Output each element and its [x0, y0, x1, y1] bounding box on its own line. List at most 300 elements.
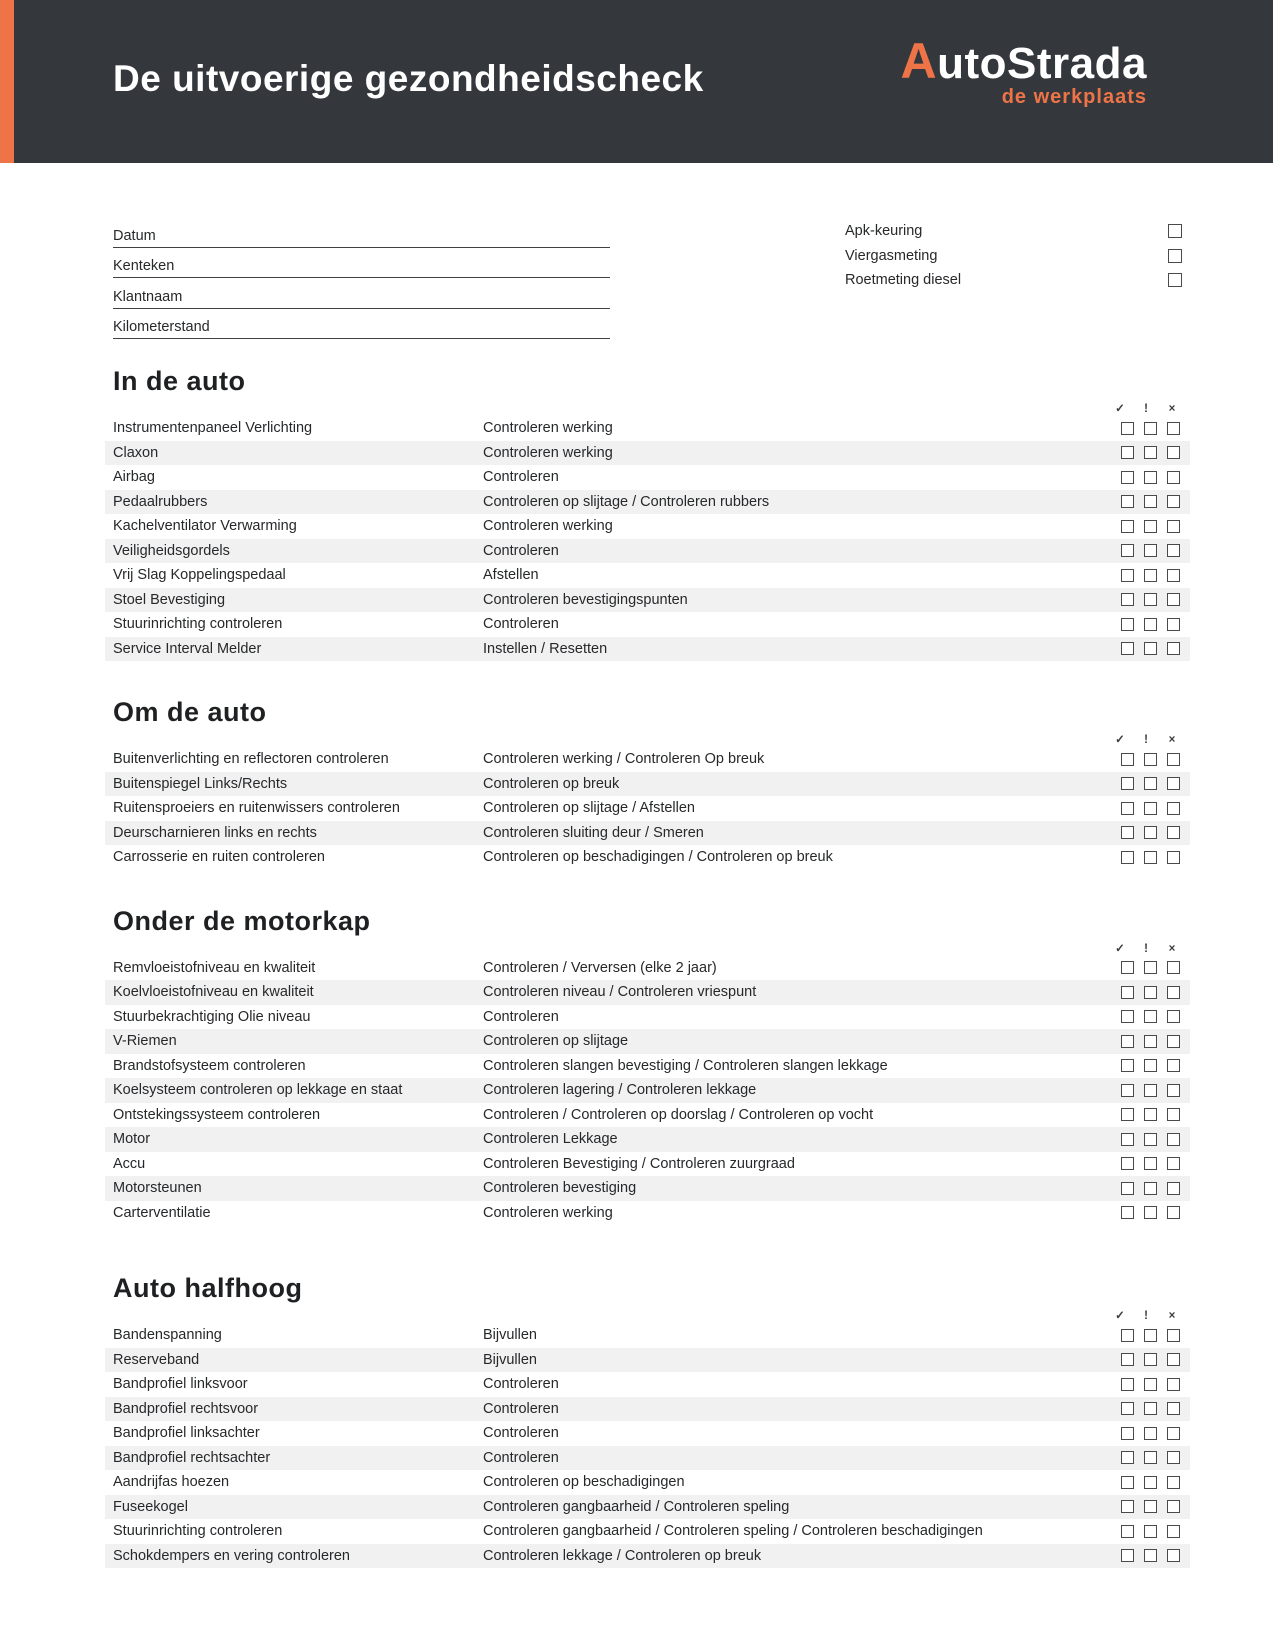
result-checkboxes [1121, 446, 1180, 459]
checkbox-attention[interactable] [1144, 471, 1157, 484]
checkbox-ok[interactable] [1121, 1329, 1134, 1342]
action-label: Controleren [483, 1449, 559, 1466]
brand-logo [900, 33, 1147, 108]
checkbox-attention[interactable] [1144, 1549, 1157, 1562]
item-label: Remvloeistofniveau en kwaliteit [113, 959, 316, 976]
action-label: Controleren op slijtage / Controleren rubbers [483, 493, 770, 510]
service-check-row [845, 268, 1182, 293]
checkbox-ok[interactable] [1121, 802, 1134, 815]
checkbox-fail[interactable] [1167, 753, 1180, 766]
check-icon: ✓ [1115, 942, 1125, 955]
action-label: Controleren werking [483, 420, 613, 437]
checkbox-ok[interactable] [1121, 422, 1134, 435]
checkbox-ok[interactable] [1121, 1476, 1134, 1489]
form-area [0, 217, 1280, 342]
checkbox-fail[interactable] [1167, 851, 1180, 864]
checkbox-ok[interactable] [1121, 1084, 1134, 1097]
table-row [105, 563, 1190, 588]
item-label: Pedaalrubbers [113, 493, 208, 510]
checkbox-ok[interactable] [1121, 1402, 1134, 1415]
action-label: Controleren Bevestiging / Controleren zuurgraad [483, 1155, 795, 1172]
item-label: Buitenverlichting en reflectoren controleren [113, 751, 389, 768]
section-title: In de auto [113, 366, 246, 396]
item-label: Schokdempers en vering controleren [113, 1547, 350, 1564]
result-checkboxes [1121, 1084, 1180, 1097]
checkbox-fail[interactable] [1167, 495, 1180, 508]
service-check-label: Viergasmeting [845, 247, 938, 264]
result-checkboxes [1121, 1108, 1180, 1121]
checkbox-fail[interactable] [1167, 1353, 1180, 1366]
section-in-de-auto [105, 366, 1190, 661]
section-onder-de-motorkap [105, 906, 1190, 1226]
checkbox-attention[interactable] [1144, 1500, 1157, 1513]
checkbox-fail[interactable] [1167, 826, 1180, 839]
result-checkboxes [1121, 1402, 1180, 1415]
checkbox-fail[interactable] [1167, 1010, 1180, 1023]
item-label: Accu [113, 1155, 146, 1172]
checkbox-ok[interactable] [1121, 1157, 1134, 1170]
checkbox-attention[interactable] [1144, 544, 1157, 557]
result-checkboxes [1121, 753, 1180, 766]
action-label: Controleren op beschadigingen / Controleren op breuk [483, 849, 833, 866]
form-field-klantnaam[interactable] [113, 278, 610, 309]
checkbox-attention[interactable] [1144, 569, 1157, 582]
table-row [105, 1078, 1190, 1103]
table-row [105, 539, 1190, 564]
item-label: Airbag [113, 469, 155, 486]
checkbox-attention[interactable] [1144, 851, 1157, 864]
result-checkboxes [1121, 1476, 1180, 1489]
checkbox-attention[interactable] [1144, 1133, 1157, 1146]
checkbox-fail[interactable] [1167, 569, 1180, 582]
cross-icon: × [1168, 942, 1176, 955]
table-row [105, 980, 1190, 1005]
checkbox-fail[interactable] [1167, 1206, 1180, 1219]
result-checkboxes [1121, 1549, 1180, 1562]
item-label: Buitenspiegel Links/Rechts [113, 775, 288, 792]
checkbox-fail[interactable] [1167, 1084, 1180, 1097]
checkbox-fail[interactable] [1167, 1402, 1180, 1415]
action-label: Controleren bevestigingspunten [483, 591, 688, 608]
result-checkboxes [1121, 1182, 1180, 1195]
action-label: Controleren [483, 542, 559, 559]
result-checkboxes [1121, 1427, 1180, 1440]
brand-subtitle: de werkplaats [1001, 86, 1147, 108]
checkbox-attention[interactable] [1144, 1427, 1157, 1440]
result-checkboxes [1121, 593, 1180, 606]
service-check-row [845, 219, 1182, 244]
checkbox-ok[interactable] [1121, 1182, 1134, 1195]
brand-word-rest: utoStrada [937, 39, 1147, 88]
field-label: Kilometerstand [113, 319, 210, 335]
item-label: Kachelventilator Verwarming [113, 518, 297, 535]
table-row [105, 1397, 1190, 1422]
brand-accent-letter: A [900, 33, 938, 89]
action-label: Controleren [483, 616, 559, 633]
result-checkboxes [1121, 1353, 1180, 1366]
checkbox-fail[interactable] [1167, 446, 1180, 459]
section-table [105, 1323, 1190, 1568]
checkbox-ok[interactable] [1121, 1035, 1134, 1048]
item-label: Stuurinrichting controleren [113, 616, 283, 633]
table-row [105, 1372, 1190, 1397]
checkbox-ok[interactable] [1121, 961, 1134, 974]
table-row [105, 747, 1190, 772]
result-checkboxes [1121, 471, 1180, 484]
checkbox-ok[interactable] [1121, 618, 1134, 631]
checkbox-fail[interactable] [1167, 961, 1180, 974]
table-row [105, 1348, 1190, 1373]
table-row [105, 956, 1190, 981]
service-checkbox[interactable] [1168, 224, 1182, 238]
item-label: Stuurinrichting controleren [113, 1523, 283, 1540]
action-label: Controleren bevestiging [483, 1180, 637, 1197]
table-row [105, 1495, 1190, 1520]
item-label: Ontstekingssysteem controleren [113, 1106, 321, 1123]
item-label: Motor [113, 1131, 151, 1148]
checkbox-fail[interactable] [1167, 422, 1180, 435]
checkbox-attention[interactable] [1144, 520, 1157, 533]
check-icon: ✓ [1115, 1310, 1125, 1322]
checkbox-ok[interactable] [1121, 1525, 1134, 1538]
result-checkboxes [1121, 1451, 1180, 1464]
checkbox-ok[interactable] [1121, 753, 1134, 766]
table-row [105, 465, 1190, 490]
checkbox-ok[interactable] [1121, 642, 1134, 655]
item-label: Carrosserie en ruiten controleren [113, 849, 325, 866]
item-label: Claxon [113, 444, 159, 461]
check-icon: ✓ [1115, 403, 1125, 415]
result-checkboxes [1121, 802, 1180, 815]
action-label: Controleren [483, 1376, 559, 1393]
table-row [105, 821, 1190, 846]
result-column-icons [105, 733, 1190, 747]
checkbox-ok[interactable] [1121, 826, 1134, 839]
item-label: Brandstofsysteem controleren [113, 1057, 306, 1074]
action-label: Instellen / Resetten [483, 640, 608, 657]
action-label: Controleren [483, 1425, 559, 1442]
table-row [105, 1323, 1190, 1348]
table-row [105, 1176, 1190, 1201]
checkbox-fail[interactable] [1167, 642, 1180, 655]
checkbox-ok[interactable] [1121, 1133, 1134, 1146]
checkbox-fail[interactable] [1167, 1427, 1180, 1440]
result-checkboxes [1121, 569, 1180, 582]
checkbox-ok[interactable] [1121, 1500, 1134, 1513]
checkbox-attention[interactable] [1144, 1329, 1157, 1342]
action-label: Afstellen [483, 567, 539, 584]
checkbox-fail[interactable] [1167, 1108, 1180, 1121]
checkbox-fail[interactable] [1167, 802, 1180, 815]
action-label: Controleren gangbaarheid / Controleren speling / Controleren beschadigingen [483, 1523, 983, 1540]
service-check-row [845, 244, 1182, 269]
table-row [105, 1103, 1190, 1128]
result-checkboxes [1121, 1500, 1180, 1513]
brand-wordmark [900, 33, 1147, 89]
action-label: Controleren op slijtage / Afstellen [483, 800, 695, 817]
table-row [105, 588, 1190, 613]
checkbox-fail[interactable] [1167, 1500, 1180, 1513]
result-checkboxes [1121, 642, 1180, 655]
table-row [105, 1470, 1190, 1495]
table-row [105, 1544, 1190, 1569]
result-checkboxes [1121, 618, 1180, 631]
table-row [105, 1201, 1190, 1226]
checkbox-attention[interactable] [1144, 1084, 1157, 1097]
checkbox-ok[interactable] [1121, 1108, 1134, 1121]
result-checkboxes [1121, 1059, 1180, 1072]
action-label: Controleren werking [483, 518, 613, 535]
result-column-icons [105, 402, 1190, 416]
action-label: Controleren werking [483, 444, 613, 461]
table-row [105, 1519, 1190, 1544]
checkbox-ok[interactable] [1121, 1549, 1134, 1562]
checkbox-attention[interactable] [1144, 1353, 1157, 1366]
accent-stripe [0, 0, 14, 163]
exclamation-icon: ! [1144, 1310, 1148, 1322]
action-label: Bijvullen [483, 1351, 537, 1368]
item-label: V-Riemen [113, 1033, 177, 1050]
item-label: Stuurbekrachtiging Olie niveau [113, 1008, 311, 1025]
checkbox-fail[interactable] [1167, 986, 1180, 999]
action-label: Controleren [483, 1008, 559, 1025]
action-label: Controleren niveau / Controleren vriespunt [483, 984, 757, 1001]
checkbox-fail[interactable] [1167, 1525, 1180, 1538]
table-row [105, 772, 1190, 797]
checkbox-fail[interactable] [1167, 544, 1180, 557]
checkbox-attention[interactable] [1144, 777, 1157, 790]
form-fields [113, 217, 610, 339]
checkbox-attention[interactable] [1144, 1476, 1157, 1489]
result-checkboxes [1121, 777, 1180, 790]
checkbox-ok[interactable] [1121, 851, 1134, 864]
item-label: Veiligheidsgordels [113, 542, 230, 559]
checkbox-ok[interactable] [1121, 593, 1134, 606]
header-bar [0, 0, 1273, 163]
item-label: Bandprofiel rechtsvoor [113, 1400, 259, 1417]
checkbox-attention[interactable] [1144, 618, 1157, 631]
checkbox-fail[interactable] [1167, 1059, 1180, 1072]
checkbox-attention[interactable] [1144, 986, 1157, 999]
item-label: Aandrijfas hoezen [113, 1474, 230, 1491]
result-checkboxes [1121, 1206, 1180, 1219]
checkbox-attention[interactable] [1144, 1451, 1157, 1464]
checkbox-fail[interactable] [1167, 1182, 1180, 1195]
table-row [105, 1029, 1190, 1054]
checkbox-ok[interactable] [1121, 520, 1134, 533]
checkbox-fail[interactable] [1167, 593, 1180, 606]
checkbox-ok[interactable] [1121, 569, 1134, 582]
item-label: Koelvloeistofniveau en kwaliteit [113, 984, 314, 1001]
result-checkboxes [1121, 495, 1180, 508]
checkbox-attention[interactable] [1144, 1206, 1157, 1219]
checkbox-fail[interactable] [1167, 1378, 1180, 1391]
checkbox-fail[interactable] [1167, 1035, 1180, 1048]
action-label: Controleren lagering / Controleren lekkage [483, 1082, 757, 1099]
checkbox-fail[interactable] [1167, 1476, 1180, 1489]
section-title: Auto halfhoog [113, 1273, 303, 1303]
checkbox-ok[interactable] [1121, 1451, 1134, 1464]
checkbox-attention[interactable] [1144, 1157, 1157, 1170]
item-label: Stoel Bevestiging [113, 591, 226, 608]
service-check-label: Roetmeting diesel [845, 272, 962, 289]
checkbox-fail[interactable] [1167, 520, 1180, 533]
checkbox-attention[interactable] [1144, 1035, 1157, 1048]
table-row [105, 1054, 1190, 1079]
item-label: Fuseekogel [113, 1498, 188, 1515]
item-label: Deurscharnieren links en rechts [113, 824, 317, 841]
section-title: Onder de motorkap [113, 905, 371, 936]
cross-icon: × [1168, 403, 1176, 415]
checkbox-attention[interactable] [1144, 961, 1157, 974]
form-field-datum[interactable] [113, 217, 610, 248]
table-row [105, 514, 1190, 539]
checkbox-attention[interactable] [1144, 642, 1157, 655]
table-row [105, 1127, 1190, 1152]
form-field-kilometerstand[interactable] [113, 309, 610, 340]
action-label: Controleren gangbaarheid / Controleren speling [483, 1498, 790, 1515]
checkbox-attention[interactable] [1144, 826, 1157, 839]
item-label: Ruitensproeiers en ruitenwissers controleren [113, 800, 400, 817]
checkbox-attention[interactable] [1144, 593, 1157, 606]
action-label: Controleren lekkage / Controleren op breuk [483, 1547, 762, 1564]
result-checkboxes [1121, 520, 1180, 533]
item-label: Motorsteunen [113, 1180, 202, 1197]
checkbox-attention[interactable] [1144, 1108, 1157, 1121]
checkbox-fail[interactable] [1167, 618, 1180, 631]
action-label: Controleren / Controleren op doorslag / Controleren op vocht [483, 1106, 874, 1123]
action-label: Controleren werking / Controleren Op breuk [483, 751, 765, 768]
checkbox-attention[interactable] [1144, 1402, 1157, 1415]
checkbox-attention[interactable] [1144, 1010, 1157, 1023]
table-row [105, 637, 1190, 662]
field-label: Kenteken [113, 258, 175, 274]
action-label: Controleren slangen bevestiging / Controleren slangen lekkage [483, 1057, 888, 1074]
section-table [105, 416, 1190, 661]
checkbox-fail[interactable] [1167, 471, 1180, 484]
action-label: Controleren Lekkage [483, 1131, 618, 1148]
checkbox-attention[interactable] [1144, 495, 1157, 508]
result-checkboxes [1121, 1329, 1180, 1342]
checkbox-attention[interactable] [1144, 802, 1157, 815]
result-checkboxes [1121, 826, 1180, 839]
result-checkboxes [1121, 1133, 1180, 1146]
checkbox-ok[interactable] [1121, 1353, 1134, 1366]
service-checkbox[interactable] [1168, 249, 1182, 263]
checkbox-attention[interactable] [1144, 753, 1157, 766]
check-icon: ✓ [1115, 734, 1125, 746]
checkbox-fail[interactable] [1167, 1329, 1180, 1342]
section-table [105, 747, 1190, 870]
item-label: Reserveband [113, 1351, 200, 1368]
checkbox-ok[interactable] [1121, 1010, 1134, 1023]
checkbox-attention[interactable] [1144, 1378, 1157, 1391]
item-label: Service Interval Melder [113, 640, 262, 657]
result-checkboxes [1121, 422, 1180, 435]
result-column-icons [105, 1309, 1190, 1323]
section-title: Om de auto [113, 697, 267, 727]
result-checkboxes [1121, 1378, 1180, 1391]
checkbox-attention[interactable] [1144, 1525, 1157, 1538]
checkbox-fail[interactable] [1167, 1451, 1180, 1464]
action-label: Controleren / Verversen (elke 2 jaar) [483, 959, 717, 976]
checkbox-ok[interactable] [1121, 777, 1134, 790]
action-label: Controleren werking [483, 1204, 613, 1221]
checkbox-fail[interactable] [1167, 777, 1180, 790]
table-row [105, 441, 1190, 466]
table-row [105, 1152, 1190, 1177]
checkbox-ok[interactable] [1121, 495, 1134, 508]
result-checkboxes [1121, 986, 1180, 999]
action-label: Controleren op breuk [483, 775, 620, 792]
table-row [105, 845, 1190, 870]
checkbox-fail[interactable] [1167, 1157, 1180, 1170]
checkbox-fail[interactable] [1167, 1549, 1180, 1562]
result-checkboxes [1121, 851, 1180, 864]
item-label: Bandenspanning [113, 1327, 222, 1344]
service-check-label: Apk-keuring [845, 223, 923, 240]
cross-icon: × [1168, 1310, 1176, 1322]
page-title: De uitvoerige gezondheidscheck [113, 58, 704, 99]
table-row [105, 490, 1190, 515]
exclamation-icon: ! [1144, 403, 1148, 415]
checkbox-ok[interactable] [1121, 1427, 1134, 1440]
checkbox-ok[interactable] [1121, 471, 1134, 484]
section-om-de-auto [105, 697, 1190, 870]
checkbox-fail[interactable] [1167, 1133, 1180, 1146]
checkbox-attention[interactable] [1144, 1059, 1157, 1072]
table-row [105, 612, 1190, 637]
table-row [105, 1005, 1190, 1030]
action-label: Controleren [483, 1400, 559, 1417]
action-label: Bijvullen [483, 1327, 537, 1344]
item-label: Vrij Slag Koppelingspedaal [113, 567, 286, 584]
exclamation-icon: ! [1144, 942, 1148, 955]
checkbox-ok[interactable] [1121, 446, 1134, 459]
item-label: Koelsysteem controleren op lekkage en staat [113, 1082, 403, 1099]
service-checks [845, 219, 1182, 293]
checkbox-ok[interactable] [1121, 1206, 1134, 1219]
result-checkboxes [1121, 961, 1180, 974]
checkbox-ok[interactable] [1121, 986, 1134, 999]
result-checkboxes [1121, 1035, 1180, 1048]
item-label: Carterventilatie [113, 1204, 211, 1221]
field-label: Klantnaam [113, 288, 183, 305]
section-table [105, 956, 1190, 1226]
table-row [105, 796, 1190, 821]
checkbox-ok[interactable] [1121, 544, 1134, 557]
checkbox-attention[interactable] [1144, 446, 1157, 459]
exclamation-icon: ! [1144, 734, 1148, 746]
form-field-kenteken[interactable] [113, 248, 610, 279]
result-column-icons [105, 942, 1190, 956]
checkbox-ok[interactable] [1121, 1059, 1134, 1072]
checklist-sections [0, 366, 1280, 1568]
table-row [105, 1421, 1190, 1446]
result-checkboxes [1121, 1525, 1180, 1538]
checkbox-attention[interactable] [1144, 1182, 1157, 1195]
cross-icon: × [1168, 734, 1176, 746]
result-checkboxes [1121, 1010, 1180, 1023]
service-checkbox[interactable] [1168, 273, 1182, 287]
checkbox-ok[interactable] [1121, 1378, 1134, 1391]
item-label: Bandprofiel rechtsachter [113, 1449, 271, 1466]
result-checkboxes [1121, 1157, 1180, 1170]
item-label: Instrumentenpaneel Verlichting [113, 420, 313, 437]
checkbox-attention[interactable] [1144, 422, 1157, 435]
field-label: Datum [113, 227, 156, 244]
result-checkboxes [1121, 544, 1180, 557]
